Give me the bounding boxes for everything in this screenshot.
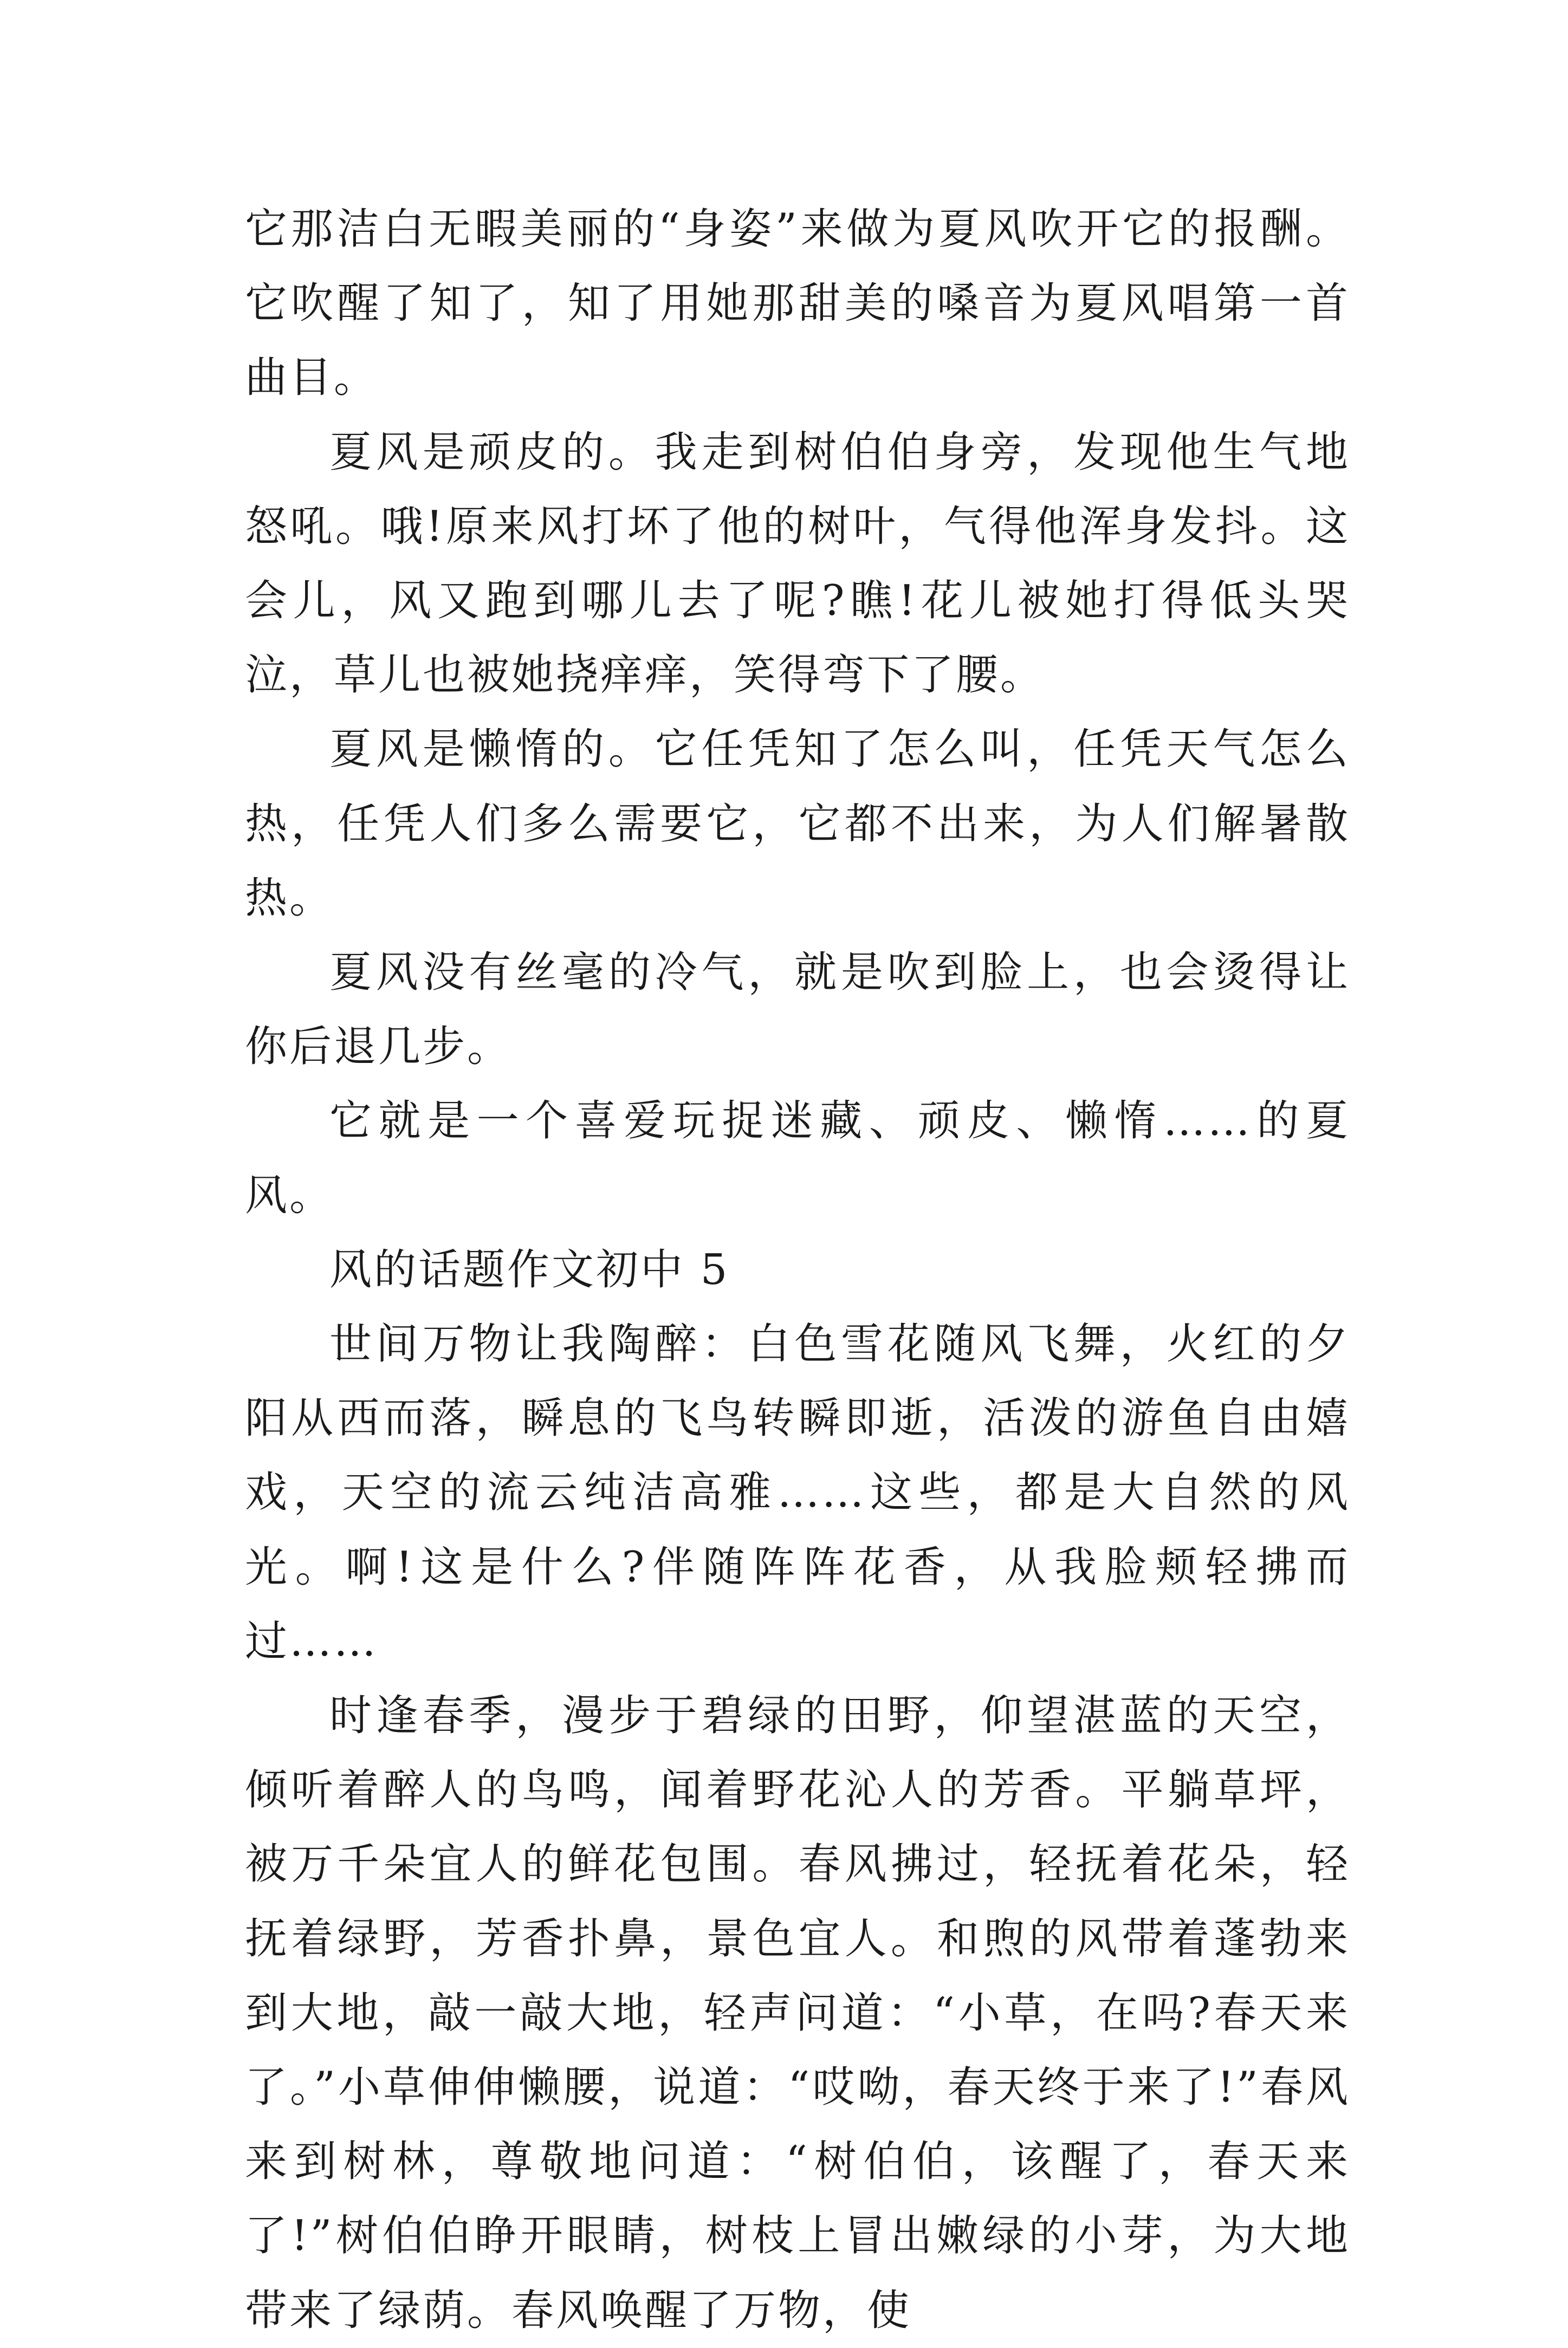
paragraph: 夏风没有丝毫的冷气，就是吹到脸上，也会烫得让你后退几步。 — [245, 948, 1350, 1072]
paragraph: 夏风是懒惰的。它任凭知了怎么叫，任凭天气怎么热，任凭人们多么需要它，它都不出来，为人们解暑散热。 — [245, 725, 1350, 923]
section-heading: 风的话题作文初中 5 — [329, 1245, 730, 1294]
paragraph: 夏风是顽皮的。我走到树伯伯身旁，发现他生气地怒吼。哦!原来风打坏了他的树叶，气得他浑身发抖。这会儿，风又跑到哪儿去了呢?瞧!花儿被她打得低头哭泣，草儿也被她挠痒痒，笑得弯下了腰。 — [245, 427, 1350, 700]
paragraph: 它就是一个喜爱玩捉迷藏、顽皮、懒惰……的夏风。 — [245, 1097, 1350, 1220]
paragraph: 它那洁白无暇美丽的“身姿”来做为夏风吹开它的报酬。它吹醒了知了，知了用她那甜美的嗓音为夏风唱第一首曲目。 — [245, 205, 1350, 403]
paragraph: 世间万物让我陶醉：白色雪花随风飞舞，火红的夕阳从西而落，瞬息的飞鸟转瞬即逝，活泼的游鱼自由嬉戏，天空的流云纯洁高雅……这些，都是大自然的风光。啊!这是什么?伴随阵阵花香，从我脸颊轻拂而过…… — [245, 1320, 1350, 1666]
document-body — [245, 192, 1350, 2348]
paragraph: 时逢春季，漫步于碧绿的田野，仰望湛蓝的天空，倾听着醉人的鸟鸣，闻着野花沁人的芳香。平躺草坪，被万千朵宜人的鲜花包围。春风拂过，轻抚着花朵，轻抚着绿野，芳香扑鼻，景色宜人。和煦的风带着蓬勃来到大地，敲一敲大地，轻声问道：“小草，在吗?春天来了。”小草伸伸懒腰，说道：“哎呦，春天终于来了!”春风来到树林，尊敬地问道：“树伯伯，该醒了，春天来了!”树伯伯睁开眼睛，树枝上冒出嫩绿的小芽，为大地带来了绿荫。春风唤醒了万物，使 — [245, 1691, 1350, 2335]
